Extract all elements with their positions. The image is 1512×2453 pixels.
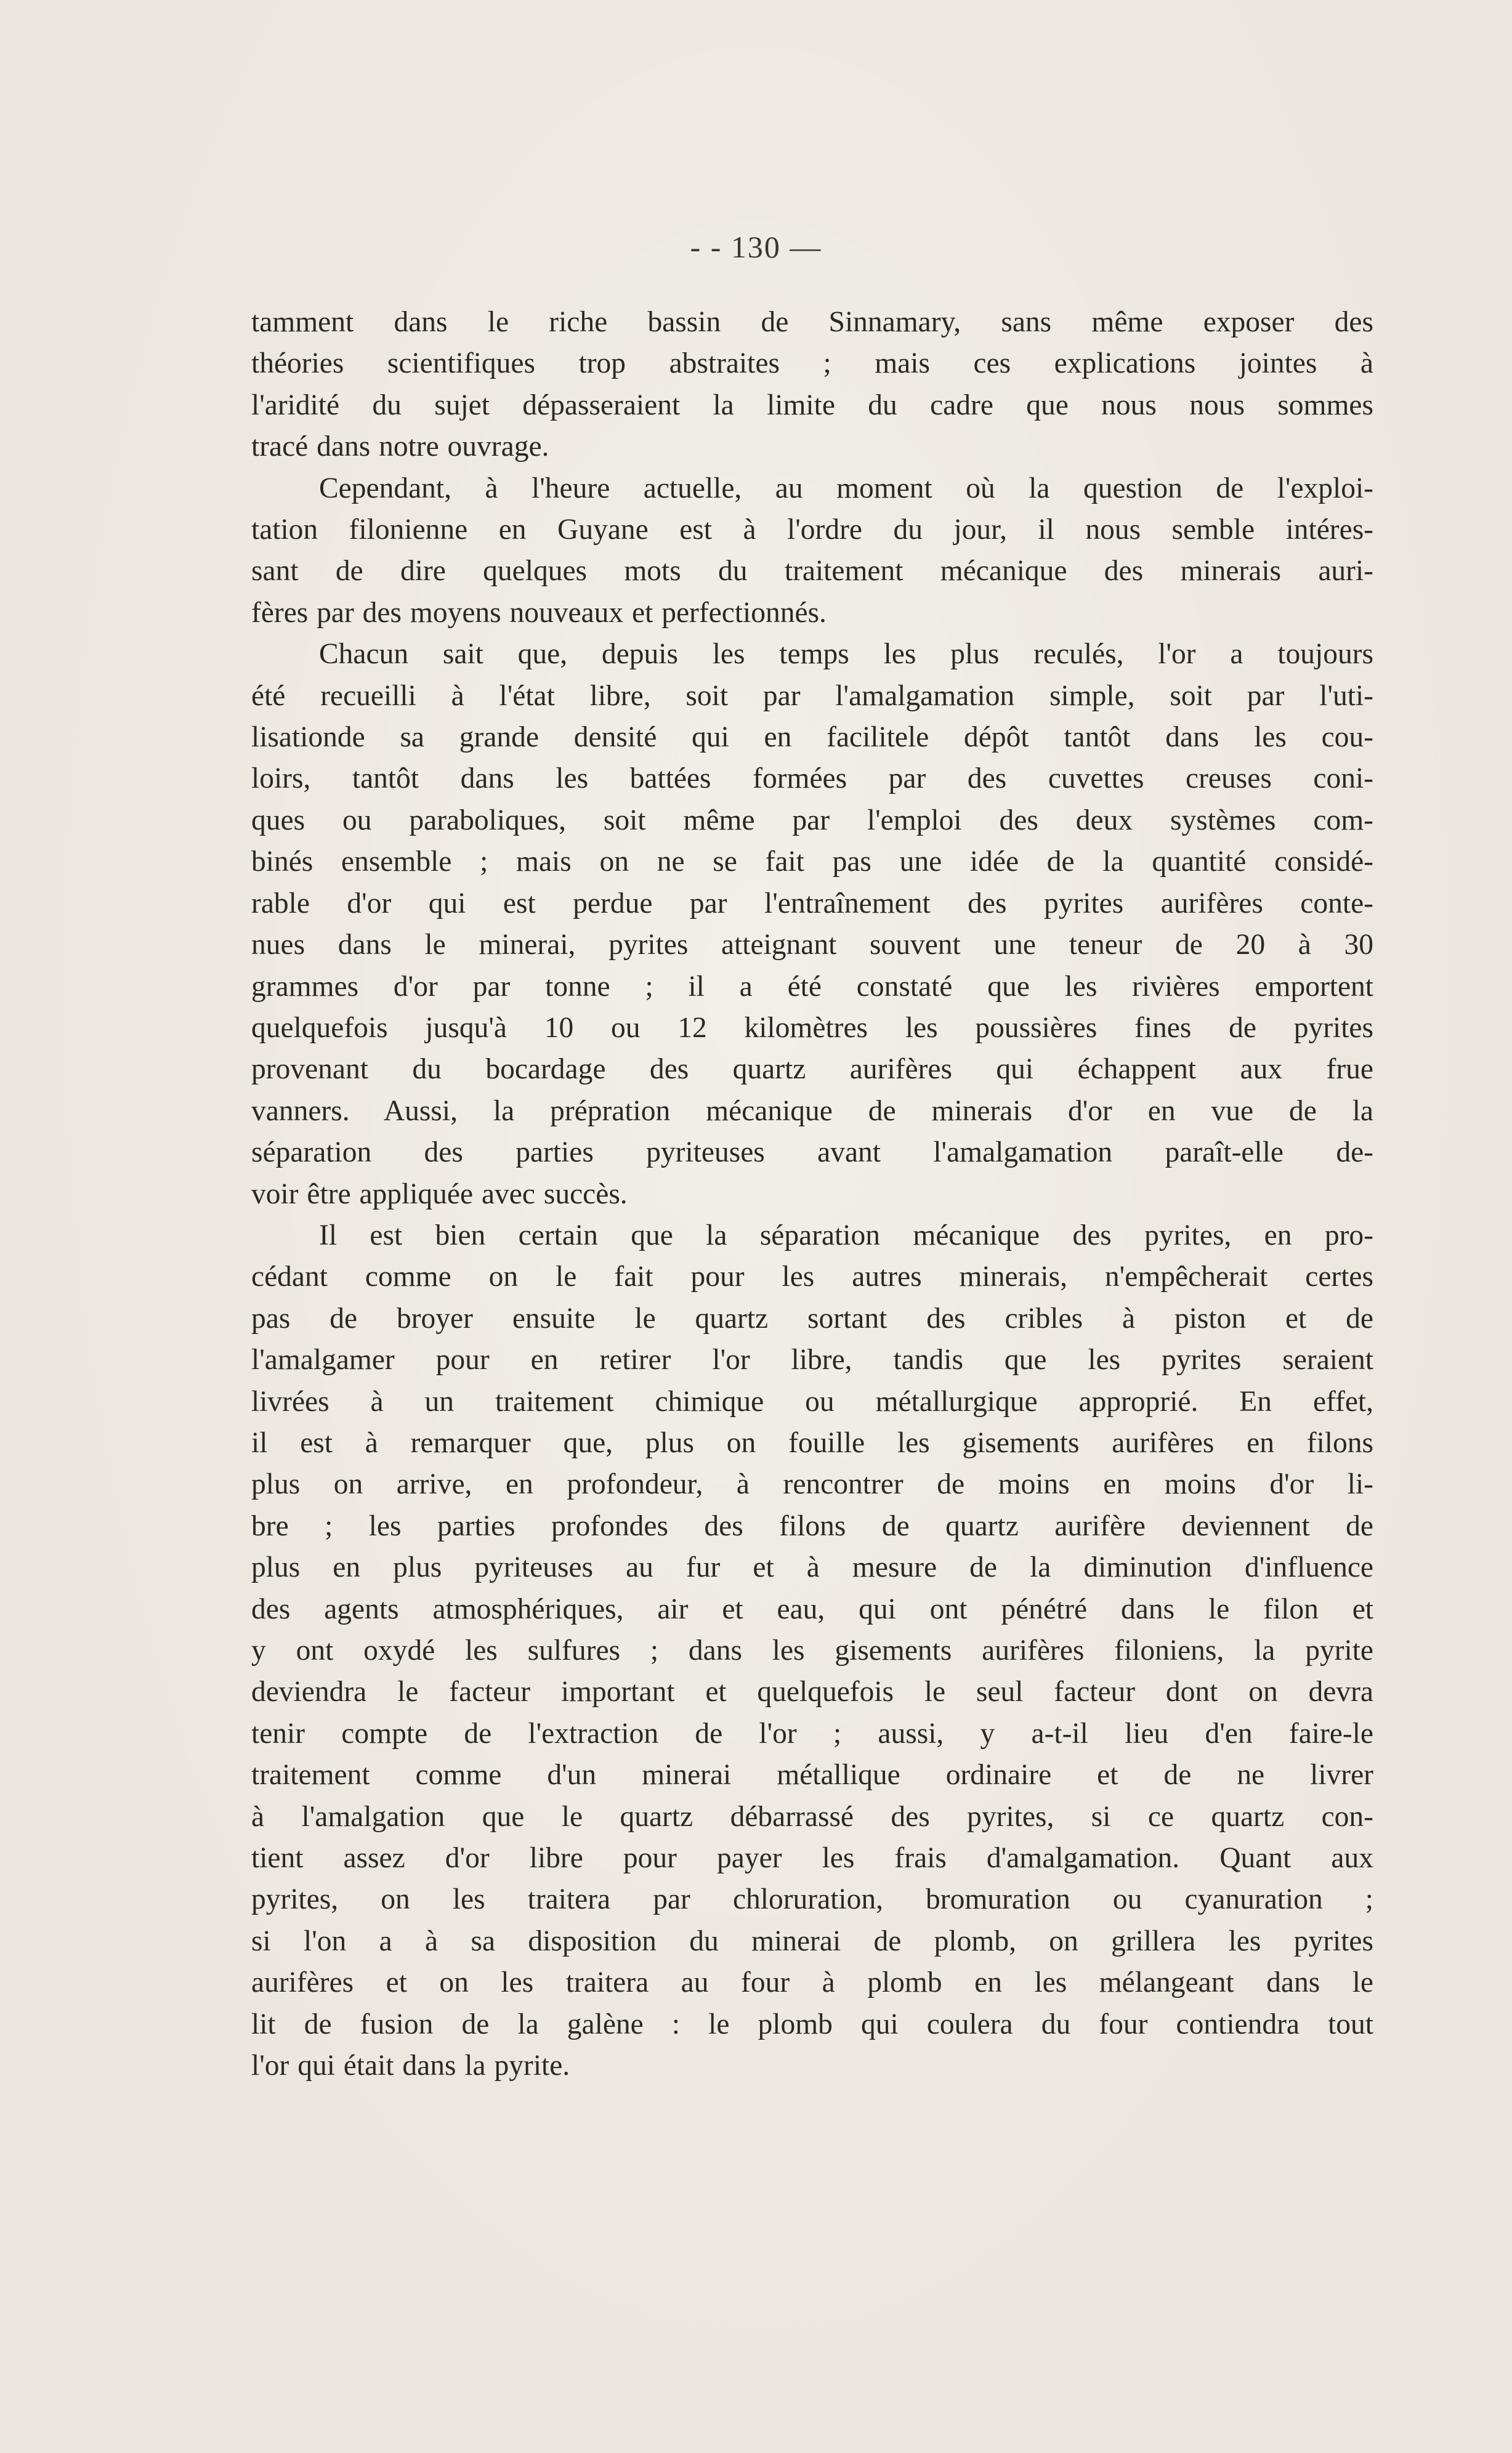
text-line: grammes d'or par tonne ; il a été constaté que les rivières emportent — [251, 970, 1373, 1003]
text-line: Chacun sait que, depuis les temps les plus reculés, l'or a toujours — [319, 638, 1373, 671]
text-line: des agents atmosphériques, air et eau, qui ont pénétré dans le filon et — [251, 1593, 1373, 1625]
text-line: provenant du bocardage des quartz aurifères qui échappent aux frue — [251, 1053, 1373, 1086]
text-line: tamment dans le riche bassin de Sinnamary, sans même exposer des — [251, 306, 1373, 338]
text-line: tient assez d'or libre pour payer les frais d'amalgamation. Quant aux — [251, 1842, 1373, 1875]
page-number: - - 130 — — [690, 230, 822, 264]
text-line: si l'on a à sa disposition du minerai de plomb, on grillera les pyrites — [251, 1925, 1373, 1957]
text-line: cédant comme on le fait pour les autres minerais, n'empêcherait certes — [251, 1261, 1373, 1293]
text-line: ques ou paraboliques, soit même par l'emploi des deux systèmes com- — [251, 804, 1373, 836]
text-line: rable d'or qui est perdue par l'entraînement des pyrites aurifères conte- — [251, 887, 1373, 919]
body-text — [251, 302, 1373, 2087]
text-line: lisationde sa grande densité qui en facilitele dépôt tantôt dans les cou- — [251, 721, 1373, 754]
text-line: l'aridité du sujet dépasseraient la limite du cadre que nous nous sommes — [251, 389, 1373, 421]
text-line: lit de fusion de la galène : le plomb qui coulera du four contiendra tout — [251, 2008, 1373, 2040]
text-line: aurifères et on les traitera au four à plomb en les mélangeant dans le — [251, 1966, 1373, 1999]
paragraph-1 — [251, 302, 1373, 468]
text-line: plus on arrive, en profondeur, à rencontrer de moins en moins d'or li- — [251, 1468, 1373, 1501]
text-line: bre ; les parties profondes des filons de quartz aurifère deviennent de — [251, 1509, 1373, 1542]
text-line: tation filonienne en Guyane est à l'ordre du jour, il nous semble intéres- — [251, 514, 1373, 546]
text-line: binés ensemble ; mais on ne se fait pas une idée de la quantité considé- — [251, 846, 1373, 878]
text-line: fères par des moyens nouveaux et perfectionnés. — [251, 596, 827, 629]
text-line: deviendra le facteur important et quelquefois le seul facteur dont on devra — [251, 1676, 1373, 1708]
text-line: y ont oxydé les sulfures ; dans les gisements aurifères filoniens, la pyrite — [251, 1635, 1373, 1667]
text-line: nues dans le minerai, pyrites atteignant souvent une teneur de 20 à 30 — [251, 929, 1373, 961]
text-line: Il est bien certain que la séparation mécanique des pyrites, en pro- — [319, 1219, 1373, 1251]
text-line: à l'amalgation que le quartz débarrassé des pyrites, si ce quartz con- — [251, 1800, 1373, 1833]
text-line: sant de dire quelques mots du traitement mécanique des minerais auri- — [251, 555, 1373, 588]
text-line: tracé dans notre ouvrage. — [251, 430, 549, 463]
text-line: loirs, tantôt dans les battées formées par des cuvettes creuses coni- — [251, 762, 1373, 795]
text-line: traitement comme d'un minerai métallique ordinaire et de ne livrer — [251, 1759, 1373, 1792]
text-line: il est à remarquer que, plus on fouille les gisements aurifères en filons — [251, 1426, 1373, 1459]
text-line: plus en plus pyriteuses au fur et à mesure de la diminution d'influence — [251, 1551, 1373, 1584]
text-line: séparation des parties pyriteuses avant l'amalgamation paraît-elle de- — [251, 1136, 1373, 1169]
paragraph-3 — [251, 634, 1373, 1215]
text-line: Cependant, à l'heure actuelle, au moment où la question de l'exploi- — [319, 472, 1373, 504]
paragraph-4 — [251, 1215, 1373, 2087]
text-line: voir être appliquée avec succès. — [251, 1178, 628, 1210]
text-line: pyrites, on les traitera par chloruration, bromuration ou cyanuration ; — [251, 1883, 1373, 1916]
text-line: tenir compte de l'extraction de l'or ; aussi, y a-t-il lieu d'en faire-le — [251, 1717, 1373, 1750]
text-line: théories scientifiques trop abstraites ; mais ces explications jointes à — [251, 347, 1373, 380]
text-line: quelquefois jusqu'à 10 ou 12 kilomètres les poussières fines de pyrites — [251, 1011, 1373, 1044]
text-line: l'amalgamer pour en retirer l'or libre, tandis que les pyrites seraient — [251, 1344, 1373, 1376]
text-line: l'or qui était dans la pyrite. — [251, 2050, 570, 2082]
text-line: livrées à un traitement chimique ou métallurgique approprié. En effet, — [251, 1385, 1373, 1418]
text-line: vanners. Aussi, la prépration mécanique de minerais d'or en vue de la — [251, 1094, 1373, 1127]
paragraph-2 — [251, 468, 1373, 634]
text-line: pas de broyer ensuite le quartz sortant des cribles à piston et de — [251, 1302, 1373, 1335]
text-line: été recueilli à l'état libre, soit par l'amalgamation simple, soit par l'uti- — [251, 679, 1373, 712]
